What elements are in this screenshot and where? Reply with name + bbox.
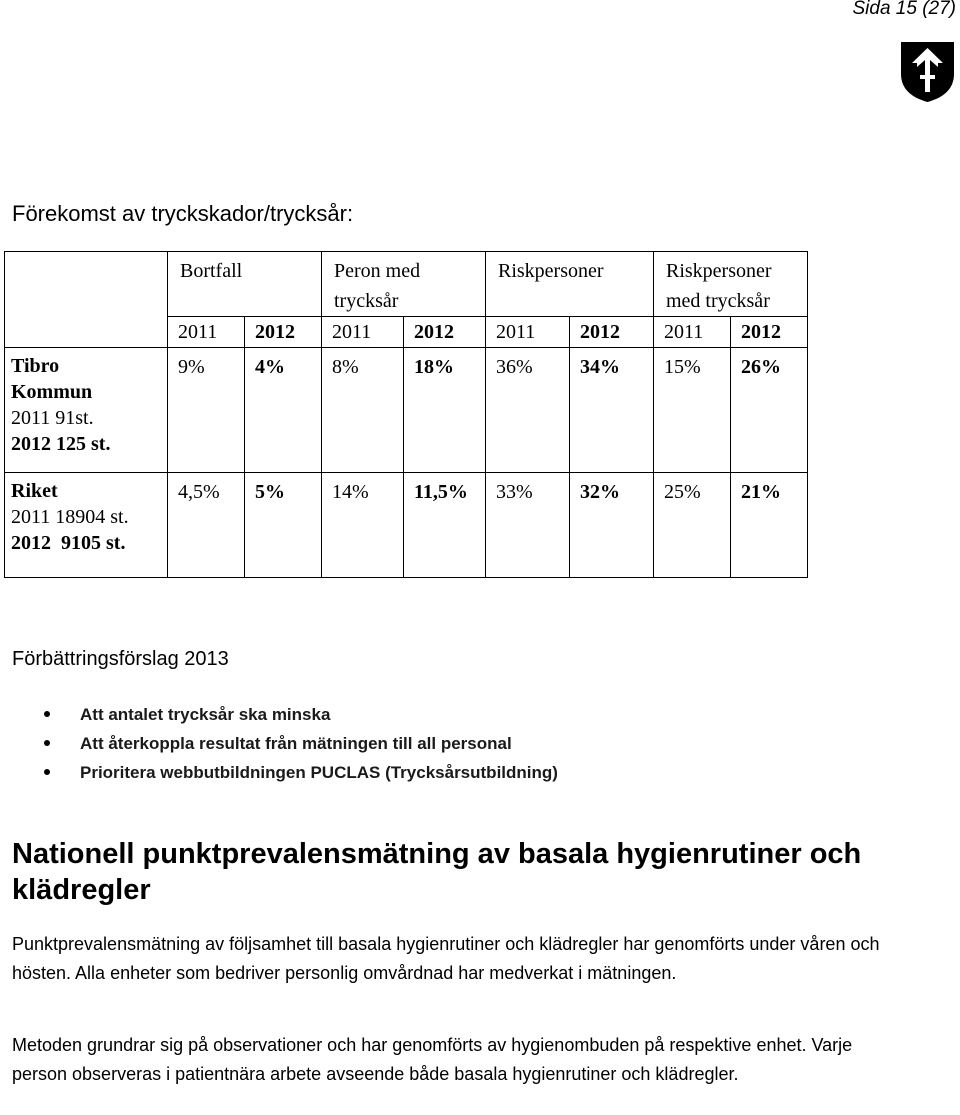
table-year-header: 2012: [570, 317, 654, 348]
table-year-header: 2012: [731, 317, 808, 348]
table-group-header: Riskpersoner: [486, 252, 654, 317]
pressure-ulcer-table: [4, 251, 808, 578]
list-item: Att återkoppla resultat från mätningen till all personal: [34, 729, 558, 758]
table-cell: 18%: [404, 348, 486, 473]
row-label-line: Kommun: [11, 381, 93, 403]
row-label-line: 2012 9105 st.: [11, 532, 126, 554]
table-year-header: 2011: [654, 317, 731, 348]
page-number: Sida 15 (27): [852, 0, 956, 19]
section-heading-hygien: Nationell punktprevalensmätning av basala hygienrutiner och klädregler: [12, 838, 862, 906]
table-cell: 34%: [570, 348, 654, 473]
table-corner-cell: [5, 252, 168, 348]
table-cell: 4%: [245, 348, 322, 473]
row-label-line: Riket: [11, 480, 58, 502]
table-cell: 26%: [731, 348, 808, 473]
bullet-icon: [44, 711, 50, 717]
table-year-header: 2012: [245, 317, 322, 348]
table-year-header: 2011: [486, 317, 570, 348]
row-label-riket: [5, 473, 168, 578]
section-heading-forbattring: Förbättringsförslag 2013: [12, 648, 229, 670]
table-row: [5, 473, 808, 578]
row-label-line: 2011 18904 st.: [11, 506, 129, 528]
table-cell: 21%: [731, 473, 808, 578]
table-cell: 5%: [245, 473, 322, 578]
table-year-header: 2011: [322, 317, 404, 348]
table-cell: 9%: [168, 348, 245, 473]
bullet-icon: [44, 769, 50, 775]
table-cell: 15%: [654, 348, 731, 473]
paragraph: Punktprevalensmätning av följsamhet till basala hygienrutiner och klädregler har genomförts under våren och hösten. Alla enheter som bedriver personlig omvårdnad har medverkat i mätningen.: [12, 934, 880, 983]
list-item: Prioritera webbutbildningen PUCLAS (Trycksårsutbildning): [34, 758, 558, 787]
bullet-icon: [44, 740, 50, 746]
table-cell: 14%: [322, 473, 404, 578]
table-group-header: Riskpersoner med trycksår: [654, 252, 808, 317]
row-label-tibro: [5, 348, 168, 473]
improvement-list: [34, 700, 558, 787]
table-cell: 36%: [486, 348, 570, 473]
table-cell: 25%: [654, 473, 731, 578]
table-cell: 8%: [322, 348, 404, 473]
table-group-header: Bortfall: [168, 252, 322, 317]
row-label-line: 2012 125 st.: [11, 433, 111, 455]
table-cell: 4,5%: [168, 473, 245, 578]
section-heading-tryckskador: Förekomst av tryckskador/trycksår:: [12, 201, 354, 226]
paragraph: Metoden grundrar sig på observationer och har genomförts av hygienombuden på respektive enhet. Varje person observeras i patientnära arbete avseende både basala hygienrutiner och klädregler.: [12, 1035, 853, 1084]
table-cell: 11,5%: [404, 473, 486, 578]
table-year-header: 2012: [404, 317, 486, 348]
row-label-line: 2011 91st.: [11, 407, 94, 429]
table-cell: 32%: [570, 473, 654, 578]
coat-of-arms-logo: [900, 40, 955, 103]
table-year-header: 2011: [168, 317, 245, 348]
row-label-line: Tibro: [11, 355, 60, 377]
table-row: [5, 348, 808, 473]
table-cell: 33%: [486, 473, 570, 578]
list-item: Att antalet trycksår ska minska: [34, 700, 558, 729]
table-group-header: Peron med trycksår: [322, 252, 486, 317]
